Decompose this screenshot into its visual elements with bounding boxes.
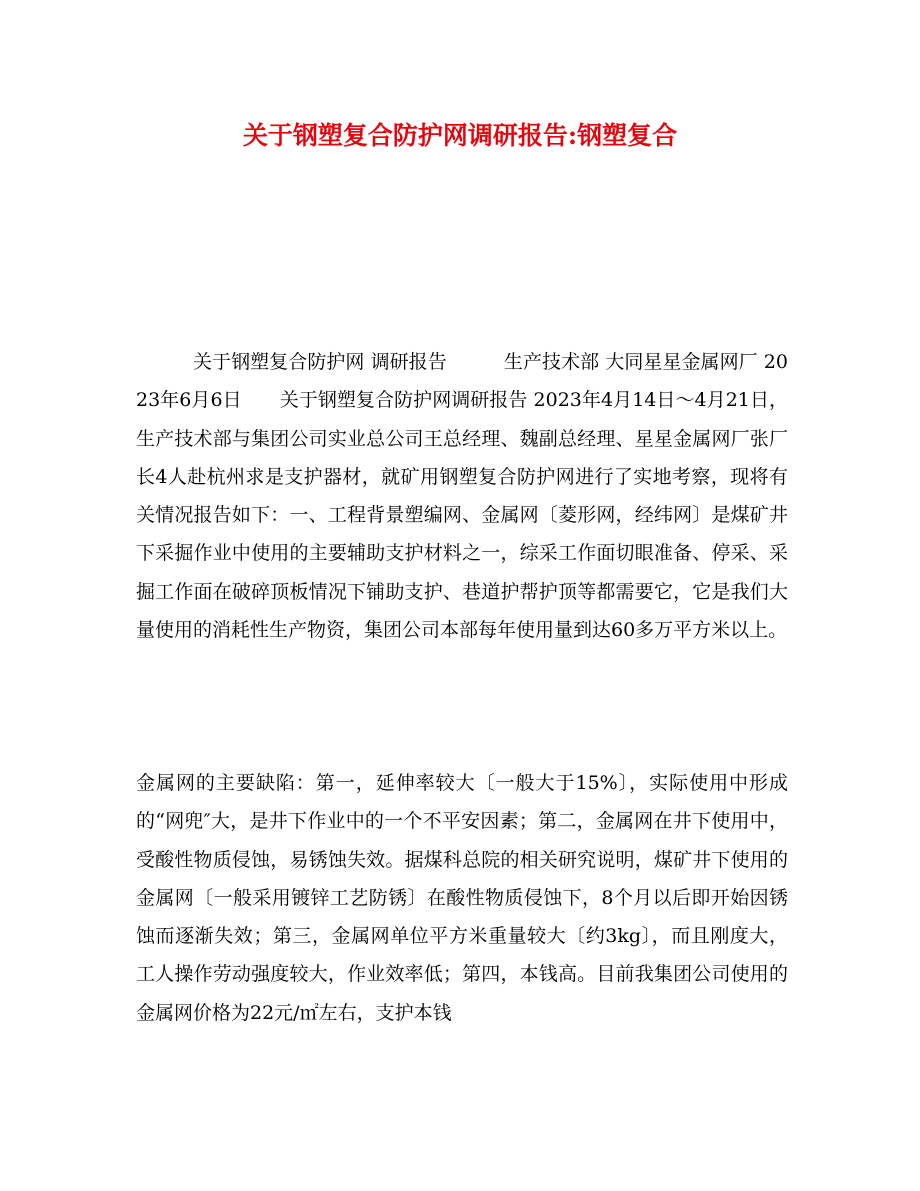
paragraph-intro: 关于钢塑复合防护网 调研报告 生产技术部 大同星星金属网厂 2023年6月6日 关于钢塑复合防护网调研报告 2023年4月14日～4月21日，生产技术部与集团公司实业总公司王总经理、魏副总经理、星星金属网厂张厂长4人赴杭州求是支护器材，就矿用钢塑复合防护网进行了实地考察，现将有关情况报告如下：一、工程背景塑编网、金属网〔菱形网，经纬网〕是煤矿井下采掘作业中使用的主要辅助支护材料之一，综采工作面切眼准备、停采、采掘工作面在破碎顶板情况下铺助支护、巷道护帮护顶等都需要它，它是我们大量使用的消耗性生产物资，集团公司本部每年使用量到达60多万平方米以上。 — [136, 351, 788, 642]
document-title: 关于钢塑复合防护网调研报告:钢塑复合 — [242, 121, 678, 150]
paragraph-defects: 金属网的主要缺陷：第一，延伸率较大〔一般大于15%〕，实际使用中形成的“网兜″大，是井下作业中的一个不平安因素；第二，金属网在井下使用中，受酸性物质侵蚀，易锈蚀失效。据煤科总院的相关研究说明，煤矿井下使用的金属网〔一般采用镀锌工艺防锈〕在酸性物质侵蚀下，8个月以后即开始因锈蚀而逐渐失效；第三，金属网单位平方米重量较大〔约3kg〕，而且刚度大，工人操作劳动强度较大，作业效率低；第四，本钱高。目前我集团公司使用的金属网价格为22元/㎡左右，支护本钱 — [136, 772, 788, 1024]
